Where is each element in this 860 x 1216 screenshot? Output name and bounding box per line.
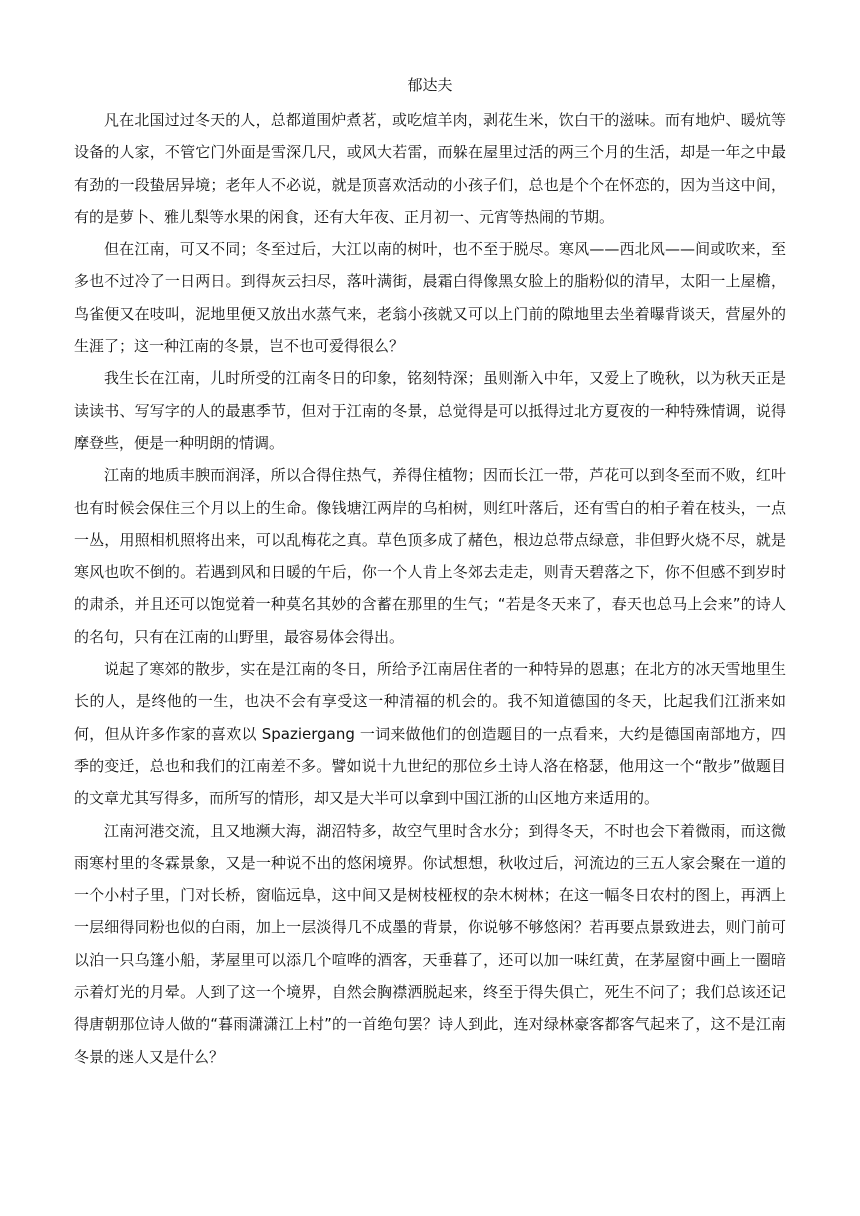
author-name: 郁达夫 bbox=[407, 76, 453, 94]
paragraph: 但在江南，可又不同；冬至过后，大江以南的树叶，也不至于脱尽。寒风——西北风——间或吹来，至多也不过冷了一日两日。到得灰云扫尽，落叶满街，晨霜白得像黑女脸上的脂粉似的清早，太阳一上屋檐，鸟雀便又在吱叫，泥地里便又放出水蒸气来，老翁小孩就又可以上门前的隙地里去坐着曝背谈天，营屋外的生涯了；这一种江南的冬景，岂不也可爱得很么？ bbox=[74, 240, 786, 356]
paragraph: 说起了寒郊的散步，实在是江南的冬日，所给予江南居住者的一种特异的恩惠；在北方的冰天雪地里生长的人，是终他的一生，也决不会有享受这一种清福的机会的。我不知道德国的冬天，比起我们江浙来如何，但从许多作家的喜欢以 Spaziergang 一词来做他们的创造题目的一点看来，大约是德国南部地方，四季的变迁，总也和我们的江南差不多。譬如说十九世纪的那位乡土诗人洛在格瑟，他用这一个“散步”做题目的文章尤其写得多，而所写的情形，却又是大半可以拿到中国江浙的山区地方来适用的。 bbox=[74, 660, 786, 808]
paragraph: 江南河港交流，且又地濒大海，湖沼特多，故空气里时含水分；到得冬天，不时也会下着微雨，而这微雨寒村里的冬霖景象，又是一种说不出的悠闲境界。你试想想，秋收过后，河流边的三五人家会聚在一道的一个小村子里，门对长桥，窗临远阜，这中间又是树枝桠杈的杂木树林；在这一幅冬日农村的图上，再洒上一层细得同粉也似的白雨，加上一层淡得几不成墨的背景，你说够不够悠闲？若再要点景致进去，则门前可以泊一只乌篷小船，茅屋里可以添几个喧哗的酒客，天垂暮了，还可以加一味红黄，在茅屋窗中画上一圈暗示着灯光的月晕。人到了这一个境界，自然会胸襟洒脱起来，终至于得失俱亡，死生不问了；我们总该还记得唐朝那位诗人做的“暮雨潇潇江上村”的一首绝句罢？诗人到此，连对绿林豪客都客气起来了，这不是江南冬景的迷人又是什么？ bbox=[74, 821, 786, 1066]
paragraph: 江南的地质丰腴而润泽，所以合得住热气，养得住植物；因而长江一带，芦花可以到冬至而不败，红叶也有时候会保住三个月以上的生命。像钱塘江两岸的乌桕树，则红叶落后，还有雪白的桕子着在枝头，一点一丛，用照相机照将出来，可以乱梅花之真。草色顶多成了赭色，根边总带点绿意，非但野火烧不尽，就是寒风也吹不倒的。若遇到风和日暖的午后，你一个人肯上冬郊去走走，则青天碧落之下，你不但感不到岁时的肃杀，并且还可以饱觉着一种莫名其妙的含蓄在那里的生气；“若是冬天来了，春天也总马上会来”的诗人的名句，只有在江南的山野里，最容易体会得出。 bbox=[74, 466, 786, 646]
essay-body bbox=[74, 104, 786, 1073]
paragraph: 凡在北国过过冬天的人，总都道围炉煮茗，或吃煊羊肉，剥花生米，饮白干的滋味。而有地炉、暖炕等设备的人家，不管它门外面是雪深几尺，或风大若雷，而躲在屋里过活的两三个月的生活，却是一年之中最有劲的一段蛰居异境；老年人不必说，就是顶喜欢活动的小孩子们，总也是个个在怀恋的，因为当这中间，有的是萝卜、雅儿梨等水果的闲食，还有大年夜、正月初一、元宵等热闹的节期。 bbox=[74, 111, 786, 226]
paragraph: 我生长在江南，儿时所受的江南冬日的印象，铭刻特深；虽则渐入中年，又爱上了晚秋，以为秋天正是读读书、写写字的人的最惠季节，但对于江南的冬景，总觉得是可以抵得过北方夏夜的一种特殊情调，说得摩登些，便是一种明朗的情调。 bbox=[74, 369, 786, 452]
